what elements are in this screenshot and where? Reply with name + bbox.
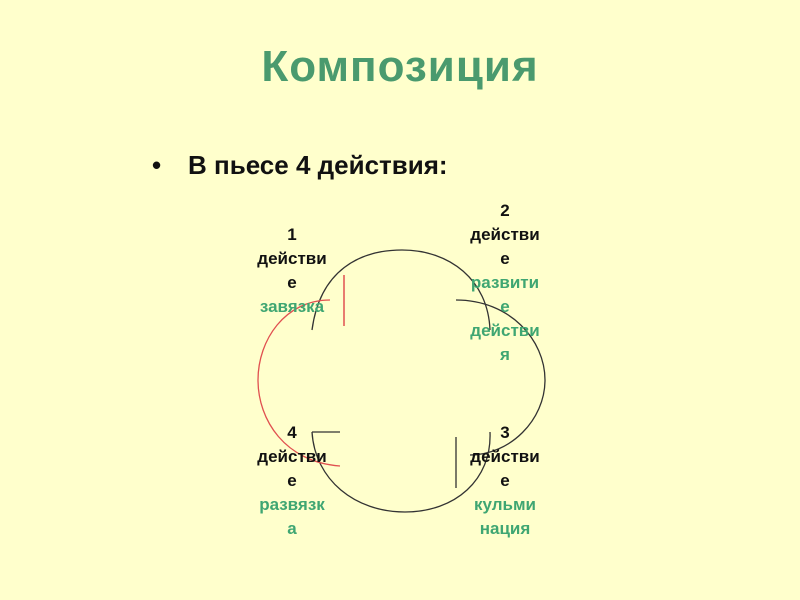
act-1-name: завязка bbox=[259, 297, 325, 316]
act-4-name-1: развязк bbox=[259, 495, 325, 514]
act-4-number: 4 bbox=[287, 423, 297, 442]
act-4-word-end: е bbox=[287, 471, 297, 490]
act-2-name-1: развити bbox=[470, 273, 540, 292]
act-3-word: действи bbox=[470, 447, 540, 466]
act-3-name-2: нация bbox=[479, 519, 531, 538]
act-1-number: 1 bbox=[287, 225, 297, 244]
act-1-word: действи bbox=[257, 249, 327, 268]
act-2-number: 2 bbox=[500, 201, 510, 220]
act-2-name-2: е bbox=[500, 297, 510, 316]
slide-title: Композиция bbox=[261, 42, 539, 91]
act-1-word-end: е bbox=[287, 273, 297, 292]
act-4-label bbox=[245, 421, 339, 541]
act-3-name-1: кульми bbox=[473, 495, 536, 514]
act-2-label bbox=[458, 199, 552, 367]
act-3-number: 3 bbox=[500, 423, 510, 442]
act-4-name-2: а bbox=[287, 519, 297, 538]
bullet-dot: • bbox=[152, 150, 162, 180]
act-4-word: действи bbox=[257, 447, 327, 466]
act-2-name-3: действи bbox=[470, 321, 540, 340]
act-1-label bbox=[245, 223, 339, 319]
act-2-word-end: е bbox=[500, 249, 510, 268]
act-2-word: действи bbox=[470, 225, 540, 244]
act-3-label bbox=[458, 421, 552, 541]
act-3-word-end: е bbox=[500, 471, 510, 490]
bullet-text: В пьесе 4 действия: bbox=[188, 150, 448, 180]
act-2-name-4: я bbox=[500, 345, 510, 364]
